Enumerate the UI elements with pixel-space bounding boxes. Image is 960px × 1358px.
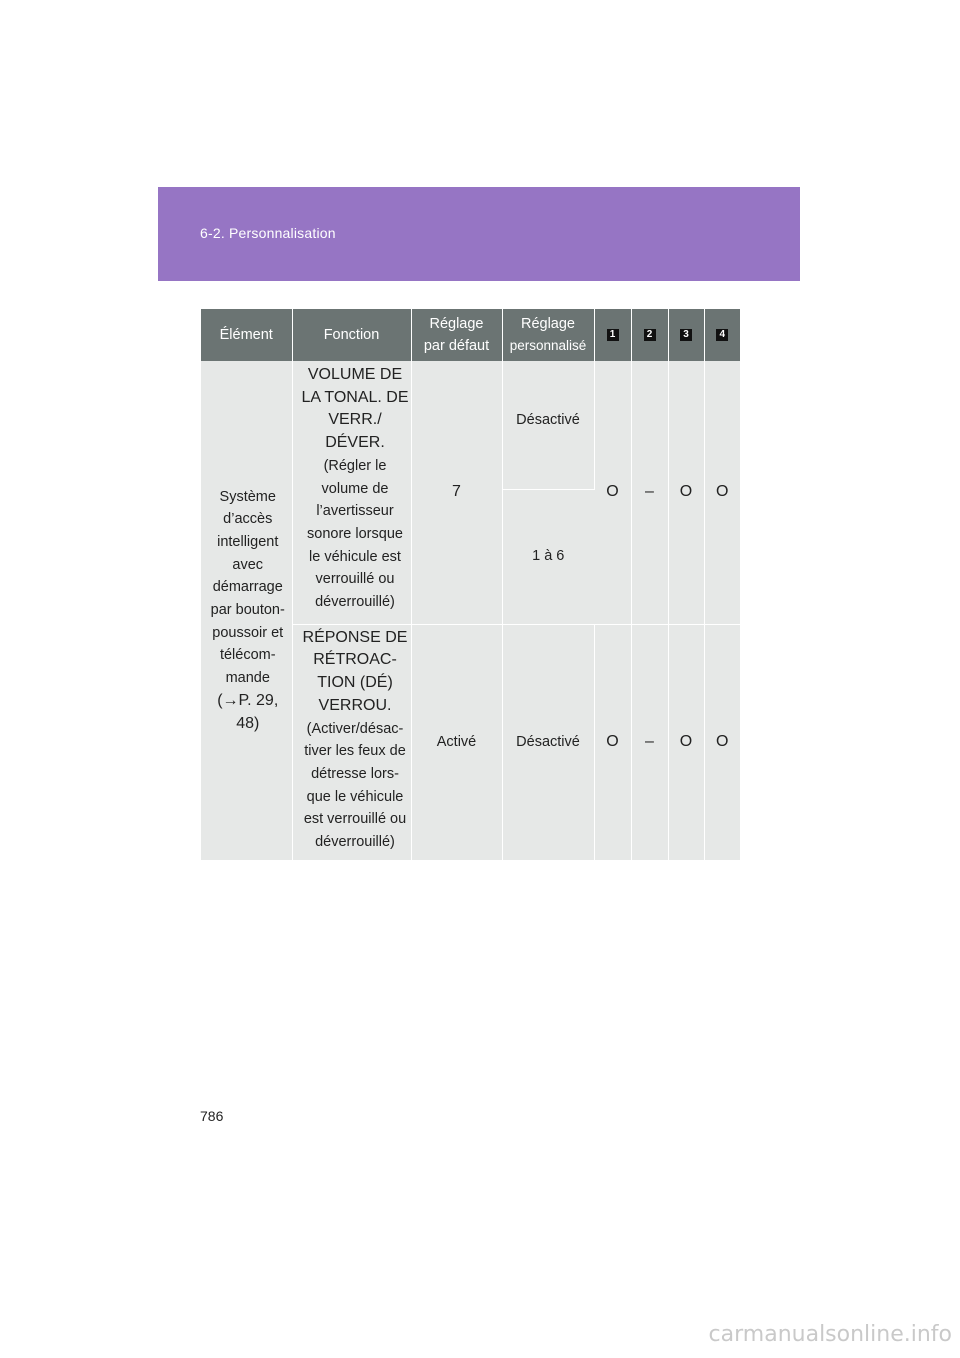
function-title-line: RÉPONSE DE (302, 628, 408, 646)
custom-value: Désactivé (502, 361, 594, 489)
element-text-line: démarrage (212, 579, 283, 596)
mark-col-3: O (668, 624, 704, 860)
header-col-1 (594, 309, 631, 361)
function-title-line: TION (DÉ) (317, 674, 393, 692)
header-custom-line2: personnalisé (509, 338, 587, 353)
number-2-icon: 2 (644, 329, 656, 341)
element-text-line: d’accès (223, 511, 273, 528)
default-value: Activé (411, 624, 502, 860)
function-title-line: LA TONAL. DE (301, 388, 409, 406)
watermark: carmanualsonline.info (708, 1322, 952, 1347)
customization-table (201, 309, 740, 861)
function-desc-line: déverrouillé) (315, 594, 395, 611)
element-text-line: avec (232, 556, 264, 573)
mark-col-2: – (631, 624, 668, 860)
mark-col-1: O (594, 361, 631, 624)
page-reference: 48) (236, 714, 260, 732)
header-default (411, 309, 502, 361)
section-header-band (158, 187, 800, 281)
header-col-2 (631, 309, 668, 361)
custom-value: Désactivé (502, 624, 594, 860)
number-3-icon: 3 (680, 329, 692, 341)
header-default-line1: Réglage (429, 316, 484, 332)
function-title-line: DÉVER. (325, 434, 385, 452)
number-1-icon: 1 (607, 329, 619, 341)
function-title-line: VERROU. (318, 696, 392, 714)
function-cell (292, 361, 411, 624)
mark-col-3: O (668, 361, 704, 624)
mark-col-1: O (594, 624, 631, 860)
mark-col-2: – (631, 361, 668, 624)
table-header-row (201, 309, 740, 361)
number-4-icon: 4 (716, 329, 728, 341)
function-desc-line: volume de (321, 480, 389, 497)
function-title-line: VERR./ (328, 411, 382, 429)
function-desc-line: (Régler le (323, 457, 387, 474)
element-text-line: télécom- (219, 647, 276, 664)
header-col-3 (668, 309, 704, 361)
function-title-line: VOLUME DE (307, 366, 403, 383)
page-reference: (→P. 29, (217, 691, 279, 709)
default-value: 7 (411, 361, 502, 624)
function-desc-line: l’avertisseur (316, 503, 394, 520)
page-number: 786 (200, 1108, 224, 1124)
function-cell (292, 624, 411, 860)
header-custom-line1: Réglage (520, 316, 575, 332)
element-text-line: mande (225, 670, 270, 687)
function-desc-line: que le véhicule (306, 788, 404, 805)
header-element: Élément (201, 309, 292, 361)
function-desc-line: tiver les feux de (304, 743, 406, 760)
element-cell (201, 361, 292, 860)
function-title-line: RÉTROAC- (313, 651, 397, 669)
header-default-line2: par défaut (423, 338, 490, 354)
element-text-line: intelligent (217, 533, 279, 550)
header-col-4 (704, 309, 740, 361)
function-desc-line: déverrouillé) (315, 834, 395, 851)
function-desc-line: est verrouillé ou (303, 811, 407, 828)
mark-col-4: O (704, 361, 740, 624)
element-text-line: poussoir et (212, 624, 284, 641)
function-desc-line: verrouillé ou (315, 571, 395, 588)
section-title: 6-2. Personnalisation (200, 225, 336, 241)
element-text-line: Système (219, 488, 276, 505)
element-text-line: par bouton- (210, 602, 285, 619)
function-desc-line: (Activer/désac- (306, 720, 404, 737)
header-custom (502, 309, 594, 361)
mark-col-4: O (704, 624, 740, 860)
function-desc-line: sonore lorsque (307, 525, 403, 542)
table-row (201, 361, 740, 489)
custom-value: 1 à 6 (502, 489, 594, 624)
function-desc-line: détresse lors- (311, 765, 399, 782)
header-function: Fonction (292, 309, 411, 361)
function-desc-line: le véhicule est (309, 548, 401, 565)
